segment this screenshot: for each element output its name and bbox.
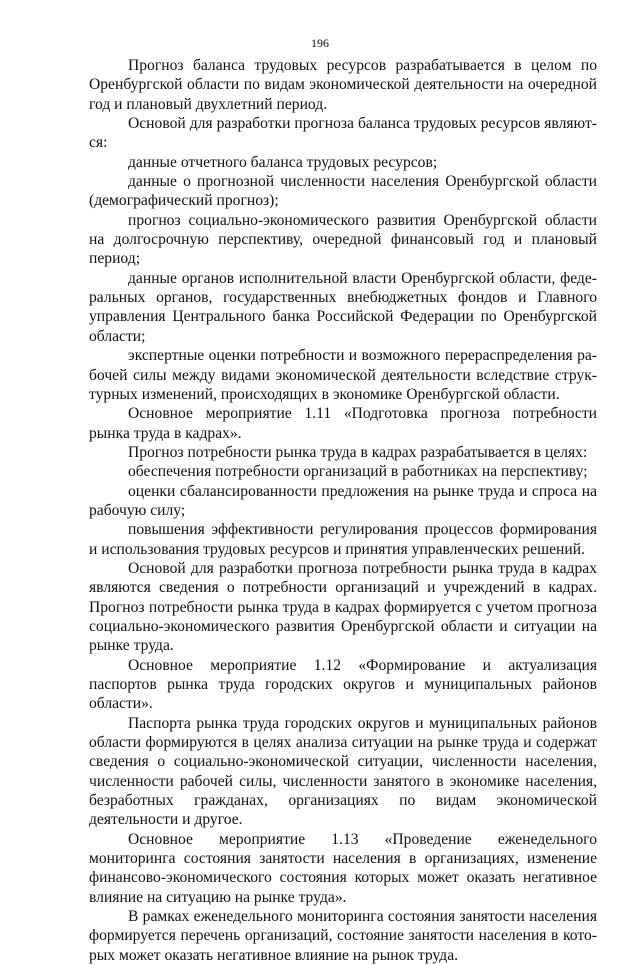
list-item: повышения эффективности регулирования процессов формирования и использования трудовых ресурсов и принятия управленческих решений. (89, 521, 597, 558)
section-heading: Основное мероприятие 1.13 «Проведение еженедельного мониторинга состояния занятости населения в организациях, изменение финансово-экономического состояния которых может оказать негативное влияние на ситуацию на рынке труда». (89, 830, 597, 906)
section-heading: Основное мероприятие 1.12 «Формирование и актуализация паспортов рынка труда городских округов и муниципальных районов области». (89, 656, 597, 713)
paragraph: Паспорта рынка труда городских округов и муниципальных районов области формируются в целях анализа ситуации на рынке труда и содержат сведения о социально-экономической ситуации, численности населения, численности рабочей силы, численности занятого в экономике населения, безработных гражданах, организациях по видам экономической деятельности и другое. (89, 714, 597, 829)
page-number: 196 (311, 36, 329, 50)
paragraph: Основой для разработки прогноза баланса трудовых ресурсов являются: (89, 115, 597, 152)
section-heading: Основное мероприятие 1.11 «Подготовка прогноза потребности рынка труда в кадрах». (89, 405, 597, 442)
paragraph: Прогноз баланса трудовых ресурсов разрабатывается в целом по Оренбургской области по видам экономической деятельности на очередной год и плановый двухлетний период. (89, 57, 597, 113)
document-body (89, 56, 597, 965)
list-item: обеспечения потребности организаций в работниках на перспективу; (128, 463, 588, 481)
paragraph: В рамках еженедельного мониторинга состояния занятости населения формируется перечень организаций, состояние занятости населения в которых может оказать негативное влияние на рынок труда. (89, 908, 597, 964)
list-item: экспертные оценки потребности и возможного перераспределения рабочей силы между видами экономической деятельности вследствие структурных изменений, происходящих в экономике Оренбургской области. (89, 347, 597, 403)
paragraph: Основой для разработки прогноза потребности рынка труда в кадрах являются сведения о потребности организаций и учреждений в кадрах. Прогноз потребности рынка труда в кадрах формируется с учетом прогноза социально-экономического развития Оренбургской области и ситуации на рынке труда. (89, 559, 597, 655)
list-item: данные отчетного баланса трудовых ресурсов; (128, 153, 438, 171)
list-item: прогноз социально-экономического развития Оренбургской области на долгосрочную перспективу, очередной финансовый год и плановый период; (89, 211, 597, 268)
list-item: данные органов исполнительной власти Оренбургской области, федеральных органов, государственных внебюджетных фондов и Главного управления Центрального банка Российской Федерации по Оренбургской области; (89, 269, 597, 345)
paragraph: Прогноз потребности рынка труда в кадрах разрабатывается в целях: (128, 443, 588, 461)
list-item: данные о прогнозной численности населения Оренбургской области (демографический прогноз); (89, 173, 597, 210)
list-item: оценки сбалансированности предложения на рынке труда и спроса на рабочую силу; (89, 482, 597, 519)
